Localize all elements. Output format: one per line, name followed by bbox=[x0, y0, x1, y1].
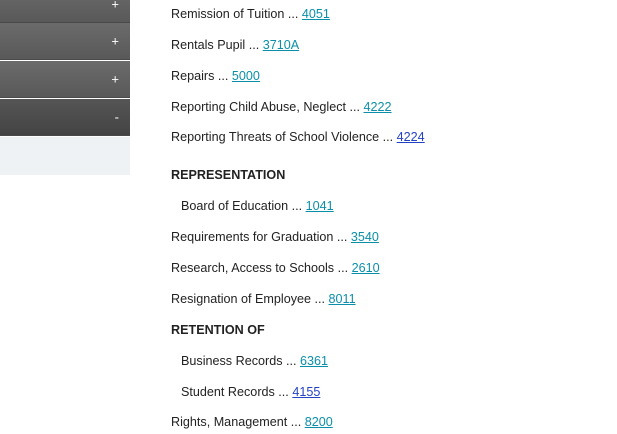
section-heading: RETENTION OF bbox=[171, 323, 265, 337]
section-heading: REPRESENTATION bbox=[171, 168, 286, 182]
entry-label: Board of Education ... bbox=[181, 199, 303, 213]
policy-link[interactable]: 8200 bbox=[304, 415, 333, 429]
sidebar-item[interactable] bbox=[0, 23, 130, 60]
entry-label: Research, Access to Schools ... bbox=[171, 261, 349, 275]
entry-label: Rentals Pupil ... bbox=[171, 38, 260, 52]
policy-link[interactable]: 3540 bbox=[350, 230, 379, 244]
index-subentry bbox=[181, 384, 320, 400]
policy-link[interactable]: 6361 bbox=[300, 354, 329, 368]
entry-label: Repairs ... bbox=[171, 69, 229, 83]
policy-link[interactable]: 4222 bbox=[363, 100, 392, 114]
collapse-icon[interactable]: - bbox=[114, 109, 119, 125]
policy-link[interactable]: 4224 bbox=[396, 130, 425, 144]
index-entry bbox=[171, 6, 330, 22]
index-entry bbox=[171, 291, 356, 307]
expand-icon[interactable]: + bbox=[111, 0, 119, 12]
policy-link[interactable]: 5000 bbox=[231, 69, 260, 83]
index-entry bbox=[171, 229, 379, 245]
entry-label: Requirements for Graduation ... bbox=[171, 230, 348, 244]
expand-icon[interactable]: + bbox=[111, 71, 119, 87]
sidebar-item-active[interactable] bbox=[0, 99, 130, 136]
index-entry bbox=[171, 99, 392, 115]
entry-label: Rights, Management ... bbox=[171, 415, 302, 429]
policy-link[interactable]: 4051 bbox=[301, 7, 330, 21]
sidebar-item[interactable] bbox=[0, 61, 130, 98]
entry-label: Student Records ... bbox=[181, 385, 289, 399]
policy-link[interactable]: 4155 bbox=[292, 385, 321, 399]
entry-label: Reporting Threats of School Violence ... bbox=[171, 130, 394, 144]
sidebar-item[interactable] bbox=[0, 0, 130, 23]
index-entry bbox=[171, 68, 260, 84]
entry-label: Remission of Tuition ... bbox=[171, 7, 299, 21]
entry-label: Resignation of Employee ... bbox=[171, 292, 326, 306]
index-entry bbox=[171, 414, 333, 430]
policy-link[interactable]: 3710A bbox=[262, 38, 300, 52]
expand-icon[interactable]: + bbox=[111, 33, 119, 49]
policy-link[interactable]: 1041 bbox=[305, 199, 334, 213]
index-entry bbox=[171, 129, 425, 145]
index-subentry bbox=[181, 353, 328, 369]
policy-link[interactable]: 8011 bbox=[328, 292, 356, 306]
entry-label: Business Records ... bbox=[181, 354, 297, 368]
sidebar-nav bbox=[0, 0, 130, 434]
sidebar-subpanel bbox=[0, 137, 130, 175]
index-subentry bbox=[181, 198, 334, 214]
policy-link[interactable]: 2610 bbox=[351, 261, 380, 275]
index-entry bbox=[171, 37, 299, 53]
index-entry bbox=[171, 260, 380, 276]
entry-label: Reporting Child Abuse, Neglect ... bbox=[171, 100, 361, 114]
